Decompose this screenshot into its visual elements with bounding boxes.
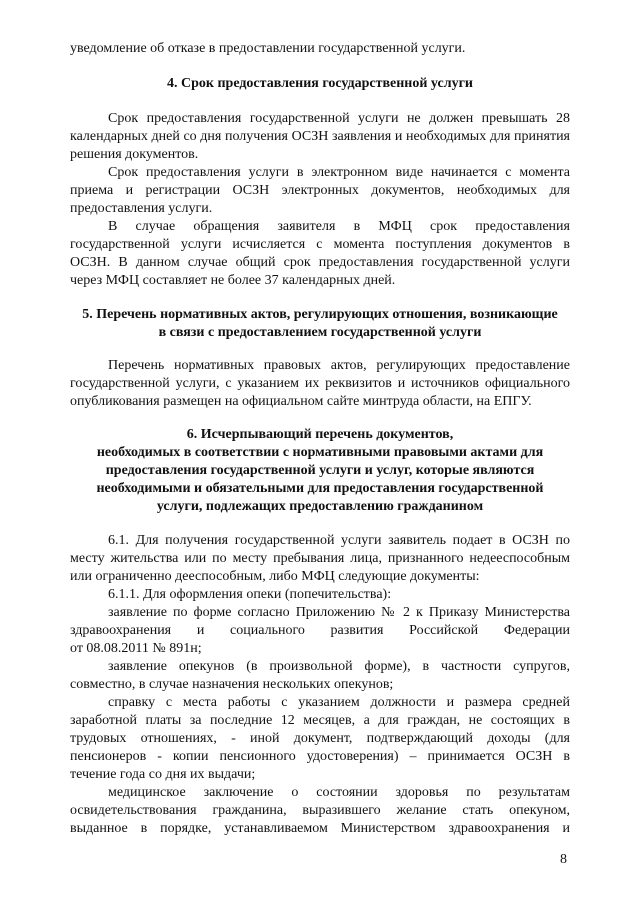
text-line: через МФЦ составляет не более 37 календарных дней.: [70, 273, 396, 288]
text-line: заявление по форме согласно Приложению № 2 к Приказу Министерства: [108, 605, 570, 620]
section-heading: необходимыми и обязательными для предоставления государственной: [96, 481, 544, 496]
section-heading: услуги, подлежащих предоставлению гражданином: [156, 499, 484, 514]
text-line: В случае обращения заявителя в МФЦ срок предоставления: [108, 219, 570, 234]
text-line: предоставления услуги.: [70, 201, 213, 216]
text-line: выданное в порядке, устанавливаемом Министерством здравоохранения и: [70, 821, 570, 836]
text-line: решения документов.: [70, 147, 199, 162]
text-line: уведомление об отказе в предоставлении государственной услуги.: [70, 41, 466, 56]
text-line: ОСЗН. В данном случае общий срок предоставления государственной услуги: [70, 255, 570, 270]
text-line: Срок предоставления услуги в электронном виде начинается с момента: [108, 165, 570, 180]
text-line: от 08.08.2011 № 891н;: [70, 641, 202, 656]
text-line: 6.1. Для получения государственной услуги заявитель подает в ОСЗН по: [108, 533, 570, 548]
text-line: или ограниченно дееспособным, либо МФЦ следующие документы:: [70, 569, 480, 584]
text-line: освидетельствования гражданина, выразившего желание стать опекуном,: [70, 803, 570, 818]
section-heading: 4. Срок предоставления государственной услуги: [167, 76, 473, 91]
text-line: опубликования размещен на официальном сайте минтруда области, на ЕПГУ.: [70, 394, 532, 409]
text-line: 6.1.1. Для оформления опеки (попечительства):: [108, 587, 392, 602]
section-heading: в связи с предоставлением государственной услуги: [158, 325, 482, 340]
section-heading: предоставления государственной услуги и услуг, которые являются: [105, 463, 535, 478]
text-line: календарных дней со дня получения ОСЗН заявления и необходимых для принятия: [70, 129, 570, 144]
section-heading: 5. Перечень нормативных актов, регулирующих отношения, возникающие: [82, 307, 558, 322]
text-line: приема и регистрации ОСЗН электронных документов, необходимых для: [70, 183, 570, 198]
text-line: Перечень нормативных правовых актов, регулирующих предоставление: [108, 358, 570, 373]
section-heading: необходимых в соответствии с нормативными правовыми актами для: [96, 445, 544, 460]
text-line: государственной услуги исчисляется с момента поступления документов в: [70, 237, 570, 252]
text-line: Срок предоставления государственной услуги не должен превышать 28: [108, 111, 570, 126]
text-line: заработной платы за последние 12 месяцев, а для граждан, не состоящих в: [70, 713, 570, 728]
text-line: здравоохранения и социального развития Российской Федерации: [70, 623, 570, 638]
text-line: пенсионеров - копии пенсионного удостоверения) – принимается ОСЗН в: [70, 749, 570, 764]
text-line: совместно, в случае назначения нескольких опекунов;: [70, 677, 394, 692]
text-line: государственной услуги, с указанием их реквизитов и источников официального: [70, 376, 570, 391]
text-line: заявление опекунов (в произвольной форме), в частности супругов,: [108, 659, 570, 674]
page-number: 8: [560, 852, 567, 867]
section-heading: 6. Исчерпывающий перечень документов,: [186, 427, 454, 442]
text-line: медицинское заключение о состоянии здоровья по результатам: [108, 785, 570, 800]
text-line: течение года со дня их выдачи;: [70, 767, 256, 782]
text-line: месту жительства или по месту пребывания лица, признанного недееспособным: [70, 551, 570, 566]
text-line: трудовых отношениях, - иной документ, подтверждающий доходы (для: [70, 731, 570, 746]
text-line: справку с места работы с указанием должности и размера средней: [108, 695, 570, 710]
